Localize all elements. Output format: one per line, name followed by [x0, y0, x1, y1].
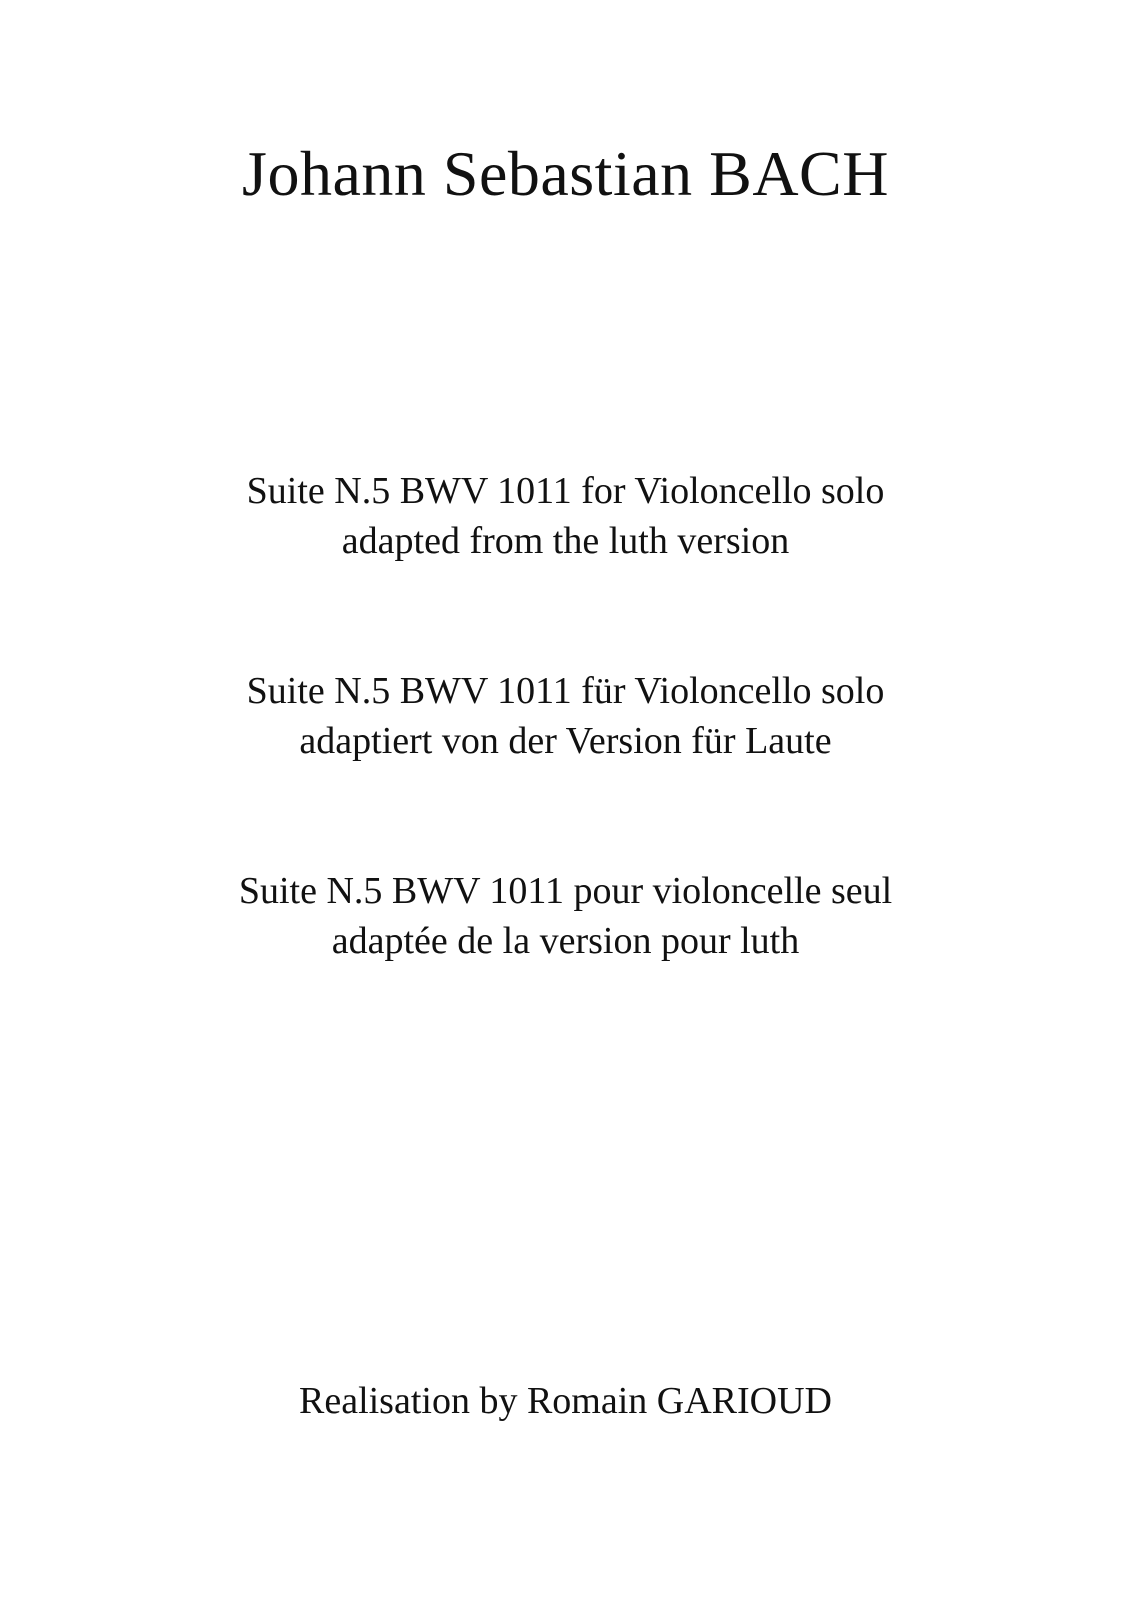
english-title-line-1: Suite N.5 BWV 1011 for Violoncello solo [246, 470, 885, 512]
german-title-line-2: adaptiert von der Version für Laute [299, 720, 832, 762]
french-title-line-2: adaptée de la version pour luth [331, 920, 800, 962]
composer-name: Johann Sebastian BACH [242, 138, 889, 209]
german-title-line-1: Suite N.5 BWV 1011 für Violoncello solo [246, 670, 885, 712]
english-title-line-2: adapted from the luth version [341, 520, 790, 562]
french-title-line-1: Suite N.5 BWV 1011 pour violoncelle seul [238, 870, 893, 912]
realisation-credit: Realisation by Romain GARIOUD [298, 1380, 832, 1422]
